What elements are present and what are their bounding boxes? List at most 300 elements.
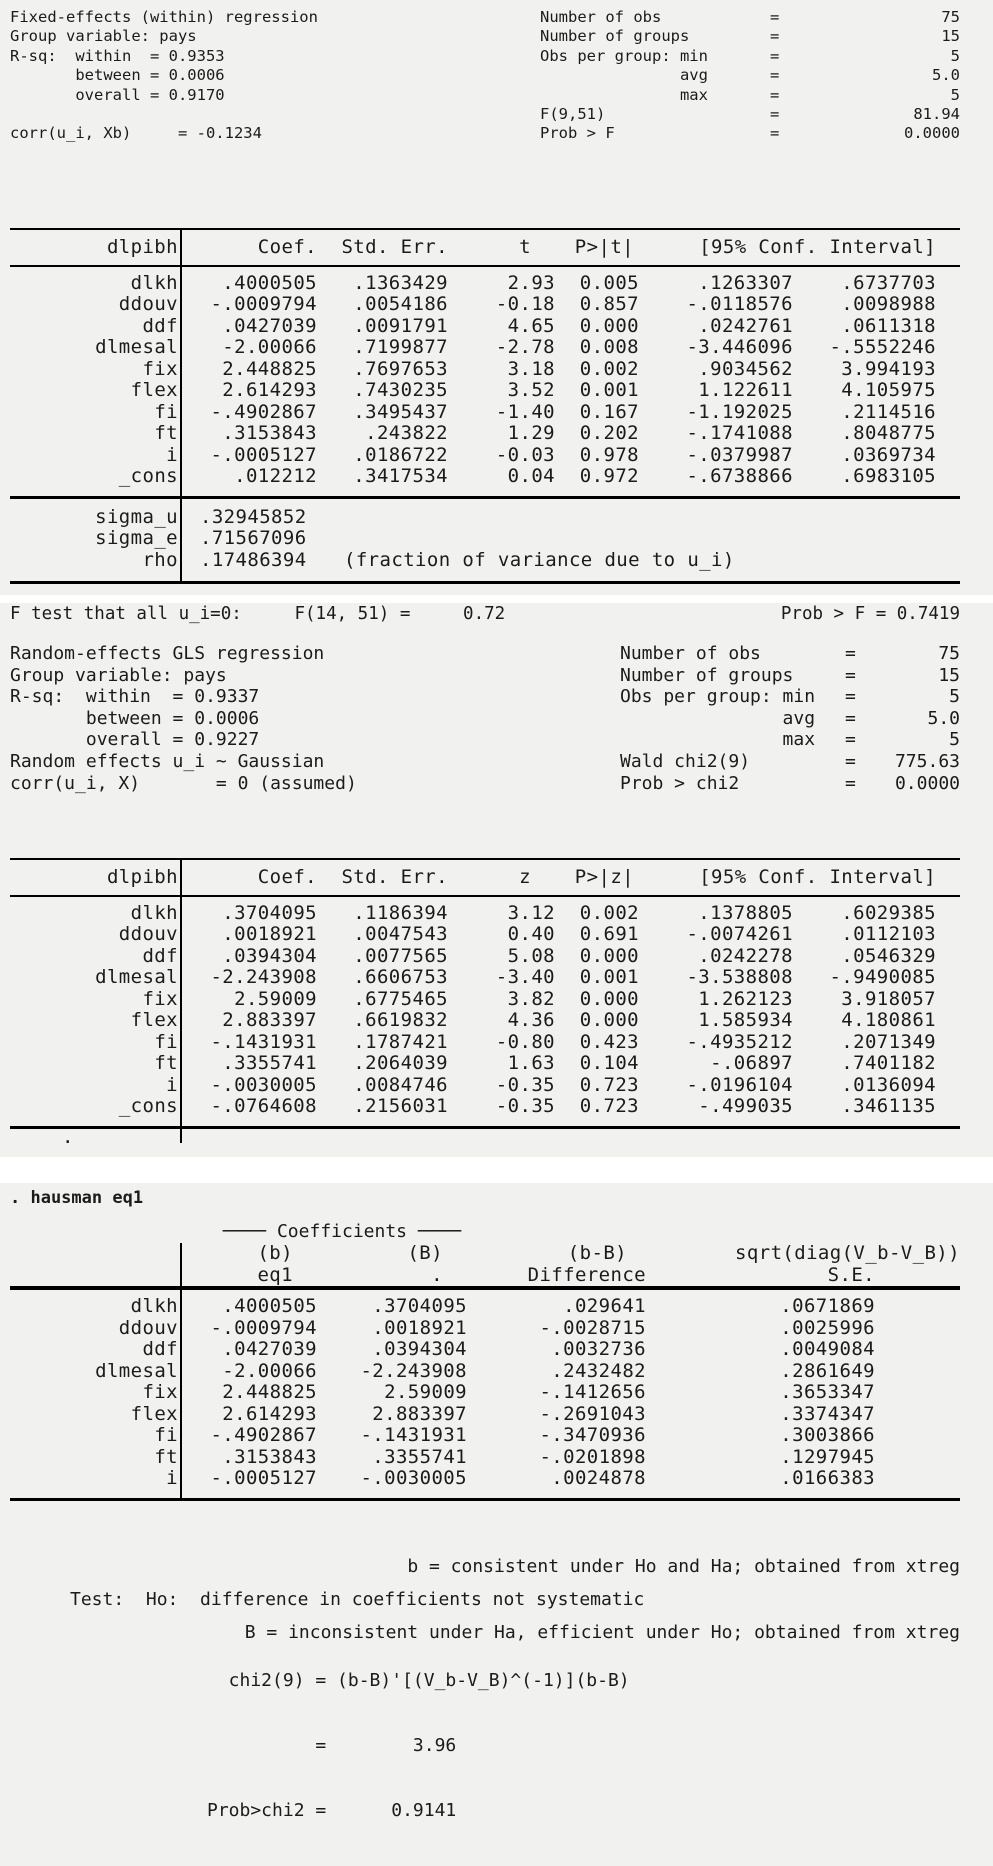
ci-upper: .6029385 — [841, 901, 936, 924]
equals-sign: = — [845, 686, 856, 708]
table-row — [10, 1468, 960, 1490]
summary-right-value: 0.0000 — [904, 124, 960, 143]
variable-name: i — [166, 1467, 178, 1489]
summary-right-label: Number of groups — [620, 664, 794, 686]
variable-name: _cons — [118, 1095, 178, 1117]
ci-upper: 4.180861 — [841, 1009, 936, 1031]
table-row — [10, 1075, 960, 1097]
f-test-pvalue: Prob > F = 0.7419 — [780, 604, 960, 624]
z-value: 4.36 — [507, 1009, 555, 1031]
b-coef-value: 2.614293 — [222, 1402, 317, 1425]
b-column-header: (b) — [257, 1242, 293, 1264]
equals-sign: = — [770, 105, 780, 124]
variable-name: fix — [142, 987, 178, 1010]
table-bottom-rule — [10, 581, 960, 584]
B-coef-value: .3704095 — [372, 1295, 467, 1317]
coef-value: -.0030005 — [210, 1073, 317, 1096]
ci-lower: -.6738866 — [686, 465, 793, 487]
summary-right-value: 775.63 — [894, 750, 960, 772]
table-row — [10, 1096, 960, 1118]
ci-lower: -.0118576 — [686, 293, 793, 315]
ci-lower: -3.446096 — [686, 336, 793, 358]
variable-name: dlmesal — [95, 1359, 178, 1382]
variable-name: dlkh — [130, 271, 178, 294]
summary-row — [10, 66, 960, 85]
sigma-value: .71567096 — [200, 527, 307, 549]
f-test-statistic: F test that all u_i=0: F(14, 51) = 0.72 — [10, 604, 506, 624]
sigma-note — [332, 507, 960, 529]
ci-upper: .0369734 — [841, 443, 936, 466]
coef-value: 2.883397 — [222, 1009, 317, 1031]
B-coef-value: 2.59009 — [384, 1381, 467, 1403]
summary-row — [10, 27, 960, 46]
variable-name: ft — [154, 1445, 178, 1468]
hausman-test-hypothesis: Test: Ho: difference in coefficients not systematic — [70, 1589, 645, 1610]
summary-row — [10, 665, 960, 687]
summary-right-label: Prob > F — [540, 124, 615, 143]
f-test-line — [10, 604, 960, 625]
ci-upper: .8048775 — [841, 422, 936, 444]
sigma-name: sigma_e — [95, 527, 178, 549]
pvalue-column-header: P>|t| — [574, 236, 634, 258]
ci-upper: .6737703 — [841, 271, 936, 294]
coef-column-header: Coef. — [257, 866, 317, 888]
coef-value: .3153843 — [222, 422, 317, 444]
fixed-effects-summary — [10, 8, 960, 144]
difference-value: -.1412656 — [539, 1381, 646, 1403]
summary-row — [10, 773, 960, 795]
ci-lower: 1.585934 — [698, 1009, 793, 1031]
stderr-column-header: Std. Err. — [341, 236, 448, 258]
ci-upper: 3.994193 — [841, 357, 936, 380]
ci-upper: .0546329 — [841, 944, 936, 967]
difference-value: .029641 — [563, 1295, 646, 1317]
stderr-column-header: Std. Err. — [341, 866, 448, 888]
table-row — [10, 1032, 960, 1054]
variable-name: fi — [154, 400, 178, 423]
variable-name: ddf — [142, 314, 178, 337]
fe-table-header — [10, 228, 960, 267]
fe-table-body — [10, 267, 960, 496]
z-value: 5.08 — [507, 944, 555, 967]
coef-value: .0394304 — [222, 944, 317, 967]
coef-value: .0427039 — [222, 314, 317, 337]
t-value: -2.78 — [495, 336, 555, 358]
table-row — [10, 1010, 960, 1032]
pvalue: 0.005 — [579, 271, 639, 294]
table-row — [10, 1053, 960, 1075]
chi2-formula-line: chi2(9) = (b-B)'[(V_b-V_B)^(-1)](b-B) — [207, 1669, 630, 1691]
prob-chi2-line: Prob>chi2 = 0.9141 — [207, 1800, 457, 1822]
se-value: .3374347 — [780, 1402, 875, 1425]
pvalue: 0.000 — [579, 987, 639, 1010]
variable-name: ft — [154, 1052, 178, 1074]
summary-row — [10, 86, 960, 105]
stderr-value: .2064039 — [353, 1052, 448, 1074]
ci-lower: -.4935212 — [686, 1030, 793, 1053]
summary-right-value: 5.0 — [932, 66, 960, 85]
ci-lower: .9034562 — [698, 357, 793, 380]
stderr-value: .7199877 — [353, 336, 448, 358]
hausman-header-row-1 — [10, 1243, 960, 1265]
summary-left-text: Fixed-effects (within) regression — [10, 8, 318, 26]
re-table-header — [10, 858, 960, 897]
equals-sign: = — [845, 729, 856, 751]
footnote-b: b = consistent under Ho and Ha; obtained from xtreg — [407, 1556, 960, 1577]
summary-row — [10, 105, 960, 124]
pvalue: 0.008 — [579, 336, 639, 358]
summary-right-label: Obs per group: min — [620, 686, 816, 708]
z-value: 1.63 — [507, 1052, 555, 1074]
stderr-value: .6775465 — [353, 987, 448, 1010]
summary-left-text: overall = 0.9170 — [10, 85, 225, 104]
eq1-column-label: eq1 — [257, 1263, 293, 1286]
se-value: .0671869 — [780, 1295, 875, 1317]
sigma-row — [10, 507, 960, 529]
table-row — [10, 316, 960, 338]
variable-name: fi — [154, 1030, 178, 1053]
hausman-header-row-2 — [10, 1265, 960, 1287]
re-coefficient-table — [10, 858, 960, 1148]
variable-name: flex — [130, 1402, 178, 1425]
variable-name: ddouv — [118, 293, 178, 315]
z-value: -0.35 — [495, 1073, 555, 1096]
hausman-table — [10, 1243, 960, 1501]
ci-upper: 3.918057 — [841, 987, 936, 1010]
pvalue: 0.202 — [579, 422, 639, 444]
ci-column-header: [95% Conf. Interval] — [699, 866, 936, 888]
stderr-value: .7697653 — [353, 357, 448, 380]
ci-column-header: [95% Conf. Interval] — [699, 236, 936, 258]
b-coef-value: .0427039 — [222, 1338, 317, 1360]
summary-right-value: 0.0000 — [894, 772, 960, 794]
summary-row — [10, 8, 960, 27]
sigma-value: .17486394 — [200, 548, 307, 571]
summary-right-value: 5 — [949, 729, 960, 751]
pvalue-column-header: P>|z| — [574, 866, 634, 888]
equals-sign: = — [770, 66, 780, 85]
t-value: 2.93 — [507, 271, 555, 294]
stderr-value: .243822 — [365, 422, 448, 444]
z-value: -0.80 — [495, 1030, 555, 1053]
table-row — [10, 1361, 960, 1383]
coef-value: -.0009794 — [210, 293, 317, 315]
summary-row — [10, 708, 960, 730]
coef-value: .012212 — [234, 465, 317, 487]
sigma-name: sigma_u — [95, 505, 178, 528]
pvalue: 0.000 — [579, 944, 639, 967]
clipped-table-fragment — [10, 1125, 960, 1148]
B-coef-value: .0018921 — [372, 1316, 467, 1339]
pvalue: 0.000 — [579, 1009, 639, 1031]
depvar-label: dlpibh — [106, 866, 178, 888]
summary-right-label: Number of obs — [540, 8, 662, 26]
stderr-value: .1186394 — [353, 901, 448, 924]
stderr-value: .0186722 — [353, 443, 448, 466]
se-value: .3003866 — [780, 1424, 875, 1446]
b-coef-value: -.0009794 — [210, 1316, 317, 1339]
pvalue: 0.001 — [579, 966, 639, 988]
pvalue: 0.857 — [579, 293, 639, 315]
table-row — [10, 924, 960, 946]
coef-value: -2.243908 — [210, 966, 317, 988]
summary-right-label: Number of obs — [620, 643, 761, 664]
table-row — [10, 1296, 960, 1318]
summary-right-label: F(9,51) — [540, 105, 606, 124]
table-row — [10, 946, 960, 968]
coef-value: 2.59009 — [234, 987, 317, 1010]
diff-column-header: (b-B) — [567, 1242, 627, 1264]
stderr-value: .2156031 — [353, 1095, 448, 1117]
z-value: -0.35 — [495, 1095, 555, 1117]
B-coef-value: .3355741 — [372, 1445, 467, 1468]
variable-name: dlkh — [130, 901, 178, 924]
stderr-value: .0047543 — [353, 923, 448, 945]
footnote-B: B = inconsistent under Ha, efficient under Ho; obtained from xtreg — [244, 1622, 960, 1643]
ci-upper: .0136094 — [841, 1073, 936, 1096]
t-value: 3.18 — [507, 357, 555, 380]
se-value: .1297945 — [780, 1445, 875, 1468]
table-row — [10, 1425, 960, 1447]
fe-coefficient-table — [10, 228, 960, 584]
header-spacer — [10, 1243, 192, 1265]
ci-lower: .0242761 — [698, 314, 793, 337]
summary-left-text: R-sq: within = 0.9337 — [10, 686, 260, 708]
equals-sign: = — [770, 8, 780, 26]
chi2-value-line: = 3.96 — [207, 1734, 457, 1756]
variable-name: i — [166, 443, 178, 466]
variable-name: _cons — [118, 465, 178, 487]
table-row — [10, 1447, 960, 1469]
summary-left-text: R-sq: within = 0.9353 — [10, 46, 225, 65]
pvalue: 0.972 — [579, 465, 639, 487]
summary-right-value: 75 — [941, 8, 960, 26]
coef-value: -.4902867 — [210, 400, 317, 423]
z-column-header: z — [519, 866, 531, 888]
summary-left-text: corr(u_i, Xb) = -0.1234 — [10, 124, 262, 143]
hausman-table-body — [10, 1290, 960, 1498]
stderr-value: .6619832 — [353, 1009, 448, 1031]
b-coef-value: -.0005127 — [210, 1467, 317, 1489]
z-value: 3.82 — [507, 987, 555, 1010]
summary-row — [10, 124, 960, 143]
pvalue: 0.001 — [579, 379, 639, 401]
screenshot-gap-band — [0, 1157, 993, 1183]
equals-sign: = — [770, 85, 780, 104]
B-coef-value: -.1431931 — [360, 1424, 467, 1446]
summary-row — [10, 643, 960, 665]
B-coef-value: .0394304 — [372, 1338, 467, 1360]
table-row — [10, 445, 960, 467]
summary-right-label: avg — [540, 66, 708, 85]
se-value: .0166383 — [780, 1467, 875, 1489]
summary-left-text — [10, 105, 540, 124]
t-value: -0.03 — [495, 443, 555, 466]
variable-name: ddf — [142, 1338, 178, 1360]
table-row — [10, 337, 960, 359]
se-value: .3653347 — [780, 1381, 875, 1403]
chi2-result-block — [207, 1626, 630, 1866]
summary-right-value: 5 — [950, 46, 960, 65]
ci-upper: .2071349 — [841, 1030, 936, 1053]
ci-lower: .1378805 — [698, 901, 793, 924]
table-row — [10, 1318, 960, 1340]
coef-value: .0018921 — [222, 923, 317, 945]
difference-value: -.3470936 — [539, 1424, 646, 1446]
summary-left-text: Group variable: pays — [10, 27, 197, 46]
summary-row — [10, 686, 960, 708]
variable-name: dlmesal — [95, 966, 178, 988]
re-table-body — [10, 897, 960, 1126]
stderr-value: .3495437 — [353, 400, 448, 423]
pvalue: 0.978 — [579, 443, 639, 466]
ci-upper: .3461135 — [841, 1095, 936, 1117]
coef-value: -.0005127 — [210, 443, 317, 466]
sigma-row — [10, 528, 960, 550]
t-value: 4.65 — [507, 314, 555, 337]
table-row — [10, 1339, 960, 1361]
depvar-label: dlpibh — [106, 236, 178, 258]
se-column-label: S.E. — [827, 1263, 875, 1286]
stderr-value: .1363429 — [353, 271, 448, 294]
stderr-value: .1787421 — [353, 1030, 448, 1053]
t-value: 1.29 — [507, 422, 555, 444]
pvalue: 0.723 — [579, 1073, 639, 1096]
table-row — [10, 989, 960, 1011]
variable-name: ddouv — [118, 1316, 178, 1339]
summary-left-text: Group variable: pays — [10, 664, 227, 686]
pvalue: 0.000 — [579, 314, 639, 337]
difference-value: -.0201898 — [539, 1445, 646, 1468]
table-row — [10, 466, 960, 488]
coef-value: -.1431931 — [210, 1030, 317, 1053]
stderr-value: .3417534 — [353, 465, 448, 487]
ci-lower: .0242278 — [698, 944, 793, 967]
coef-value: -.0764608 — [210, 1095, 317, 1117]
variable-name: dlmesal — [95, 336, 178, 358]
B-coef-value: -.0030005 — [360, 1467, 467, 1489]
sigma-name: rho — [142, 548, 178, 571]
ci-upper: -.9490085 — [829, 966, 936, 988]
b-coef-value: .4000505 — [222, 1295, 317, 1317]
ci-lower: -.06897 — [710, 1052, 793, 1074]
b-coef-value: -.4902867 — [210, 1424, 317, 1446]
stderr-value: .0091791 — [353, 314, 448, 337]
coef-value: 2.614293 — [222, 379, 317, 401]
table-row — [10, 380, 960, 402]
se-value: .0049084 — [780, 1338, 875, 1360]
summary-row — [10, 751, 960, 773]
summary-row — [10, 729, 960, 751]
summary-left-text: Random-effects GLS regression — [10, 643, 325, 664]
header-spacer — [10, 1265, 192, 1287]
z-value: 0.40 — [507, 923, 555, 945]
sqrt-column-header: sqrt(diag(V_b-V_B)) — [735, 1242, 960, 1264]
ci-lower: 1.122611 — [698, 379, 793, 401]
t-value: 0.04 — [507, 465, 555, 487]
ci-upper: .0098988 — [841, 293, 936, 315]
ci-lower: 1.262123 — [698, 987, 793, 1010]
table-vertical-rule — [180, 228, 182, 584]
t-value: -0.18 — [495, 293, 555, 315]
table-row — [10, 967, 960, 989]
equals-sign: = — [845, 707, 856, 729]
summary-left-text: between = 0.0006 — [10, 707, 260, 729]
variable-name: flex — [130, 1009, 178, 1031]
ci-lower: .1263307 — [698, 271, 793, 294]
b-coef-value: .3153843 — [222, 1445, 317, 1468]
section-gap-band — [0, 595, 993, 603]
difference-value: .0032736 — [551, 1338, 646, 1360]
summary-right-value: 15 — [941, 27, 960, 46]
stderr-value: .6606753 — [353, 966, 448, 988]
ci-lower: -.0379987 — [686, 443, 793, 466]
summary-left-text: overall = 0.9227 — [10, 729, 260, 751]
ci-lower: -.499035 — [698, 1095, 793, 1117]
summary-right-label: max — [540, 85, 708, 104]
B-coef-value: -2.243908 — [360, 1359, 467, 1382]
z-value: -3.40 — [495, 966, 555, 988]
coef-value: 2.448825 — [222, 357, 317, 380]
pvalue: 0.723 — [579, 1095, 639, 1117]
pvalue: 0.691 — [579, 923, 639, 945]
coef-column-header: Coef. — [257, 236, 317, 258]
table-vertical-rule — [180, 1243, 182, 1501]
b-coef-value: 2.448825 — [222, 1381, 317, 1403]
ci-upper: .7401182 — [841, 1052, 936, 1074]
ci-lower: -.1741088 — [686, 422, 793, 444]
equals-sign: = — [845, 772, 856, 794]
summary-right-label: Number of groups — [540, 27, 690, 46]
variance-components — [10, 499, 960, 582]
summary-right-label: max — [620, 729, 816, 751]
variable-name: i — [166, 1073, 178, 1096]
variable-name: fix — [142, 357, 178, 380]
t-value: -1.40 — [495, 400, 555, 423]
dot-column-label: . — [431, 1263, 443, 1286]
t-value: 3.52 — [507, 379, 555, 401]
coefficients-title: ──── Coefficients ──── — [222, 1221, 462, 1242]
ci-upper: .2114516 — [841, 400, 936, 423]
pvalue: 0.167 — [579, 400, 639, 423]
difference-value: -.2691043 — [539, 1402, 646, 1425]
summary-row — [10, 47, 960, 66]
variable-name: ddouv — [118, 923, 178, 945]
hausman-command-line: . hausman eq1 — [10, 1188, 144, 1208]
se-value: .2861649 — [780, 1359, 875, 1382]
pvalue: 0.002 — [579, 357, 639, 380]
pvalue: 0.104 — [579, 1052, 639, 1074]
table-bottom-rule — [10, 1498, 960, 1501]
difference-column-label: Difference — [527, 1263, 646, 1286]
variable-name: dlkh — [130, 1295, 178, 1317]
random-effects-summary — [10, 643, 960, 794]
ci-upper: .0112103 — [841, 923, 936, 945]
table-row — [10, 1404, 960, 1426]
difference-value: -.0028715 — [539, 1316, 646, 1339]
sigma-note: (fraction of variance due to u_i) — [344, 548, 735, 571]
table-row — [10, 903, 960, 925]
summary-right-label: Wald chi2(9) — [620, 750, 751, 772]
summary-right-value: 81.94 — [913, 105, 960, 124]
variable-name: fix — [142, 1381, 178, 1403]
summary-right-value: 75 — [938, 643, 960, 664]
difference-value: .0024878 — [551, 1467, 646, 1489]
summary-right-value: 5 — [950, 85, 960, 104]
variable-name: flex — [130, 379, 178, 401]
b-coef-value: -2.00066 — [222, 1359, 317, 1382]
stderr-value: .0054186 — [353, 293, 448, 315]
